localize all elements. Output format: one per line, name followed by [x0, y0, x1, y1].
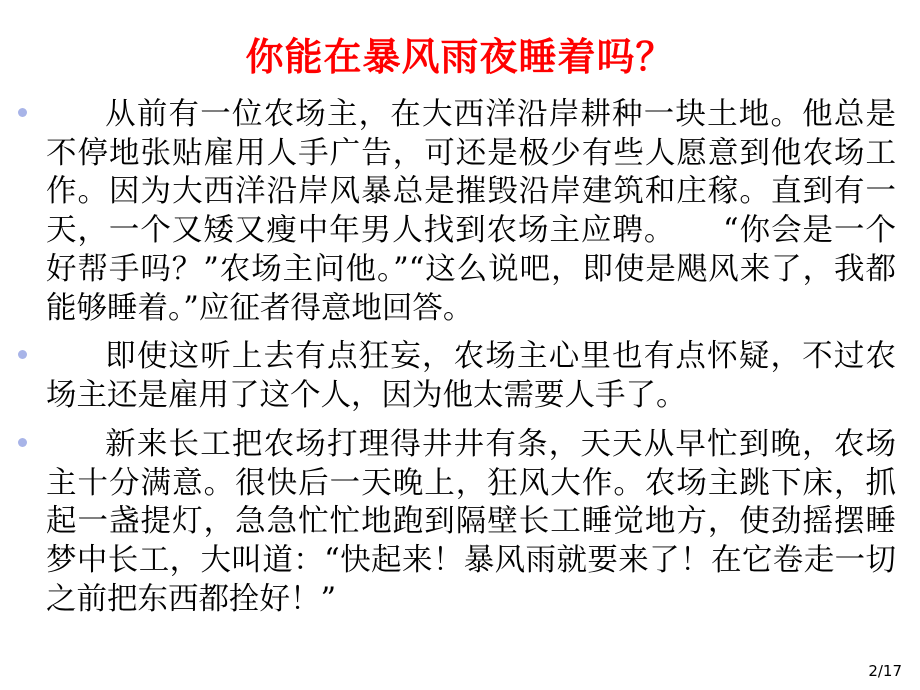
bullet-icon: [18, 350, 27, 359]
slide-body: [36, 96, 896, 622]
bullet-icon: [18, 108, 27, 117]
paragraph-text: 新来长工把农场打理得井井有条，天天从早忙到晚，农场主十分满意。很快后一天晚上，狂风大作。农场主跳下床，抓起一盏提灯，急急忙忙地跑到隔壁长工睡觉地方，使劲摇摆睡梦中长工，大叫道：“快起来！暴风雨就要来了！在它卷走一切之前把东西都拴好！”: [46, 426, 896, 617]
paragraph-text: 从前有一位农场主，在大西洋沿岸耕种一块土地。他总是不停地张贴雇用人手广告，可还是极少有些人愿意到他农场工作。因为大西洋沿岸风暴总是摧毁沿岸建筑和庄稼。直到有一天，一个又矮又瘦中年男人找到农场主应聘。 “你会是一个好帮手吗？”农场主问他。”“这么说吧，即使是飓风来了，我都能够睡着。”应征者得意地回答。: [46, 97, 896, 326]
paragraph-text: 即使这听上去有点狂妄，农场主心里也有点怀疑，不过农场主还是雇用了这个人，因为他太需要人手了。: [46, 339, 896, 414]
paragraph: [36, 96, 896, 328]
page-title: 你能在暴风雨夜睡着吗？: [245, 34, 675, 79]
paragraph: [36, 338, 896, 415]
paragraph: [36, 426, 896, 620]
page-number: 2/17: [868, 662, 902, 680]
bullet-icon: [18, 438, 27, 447]
